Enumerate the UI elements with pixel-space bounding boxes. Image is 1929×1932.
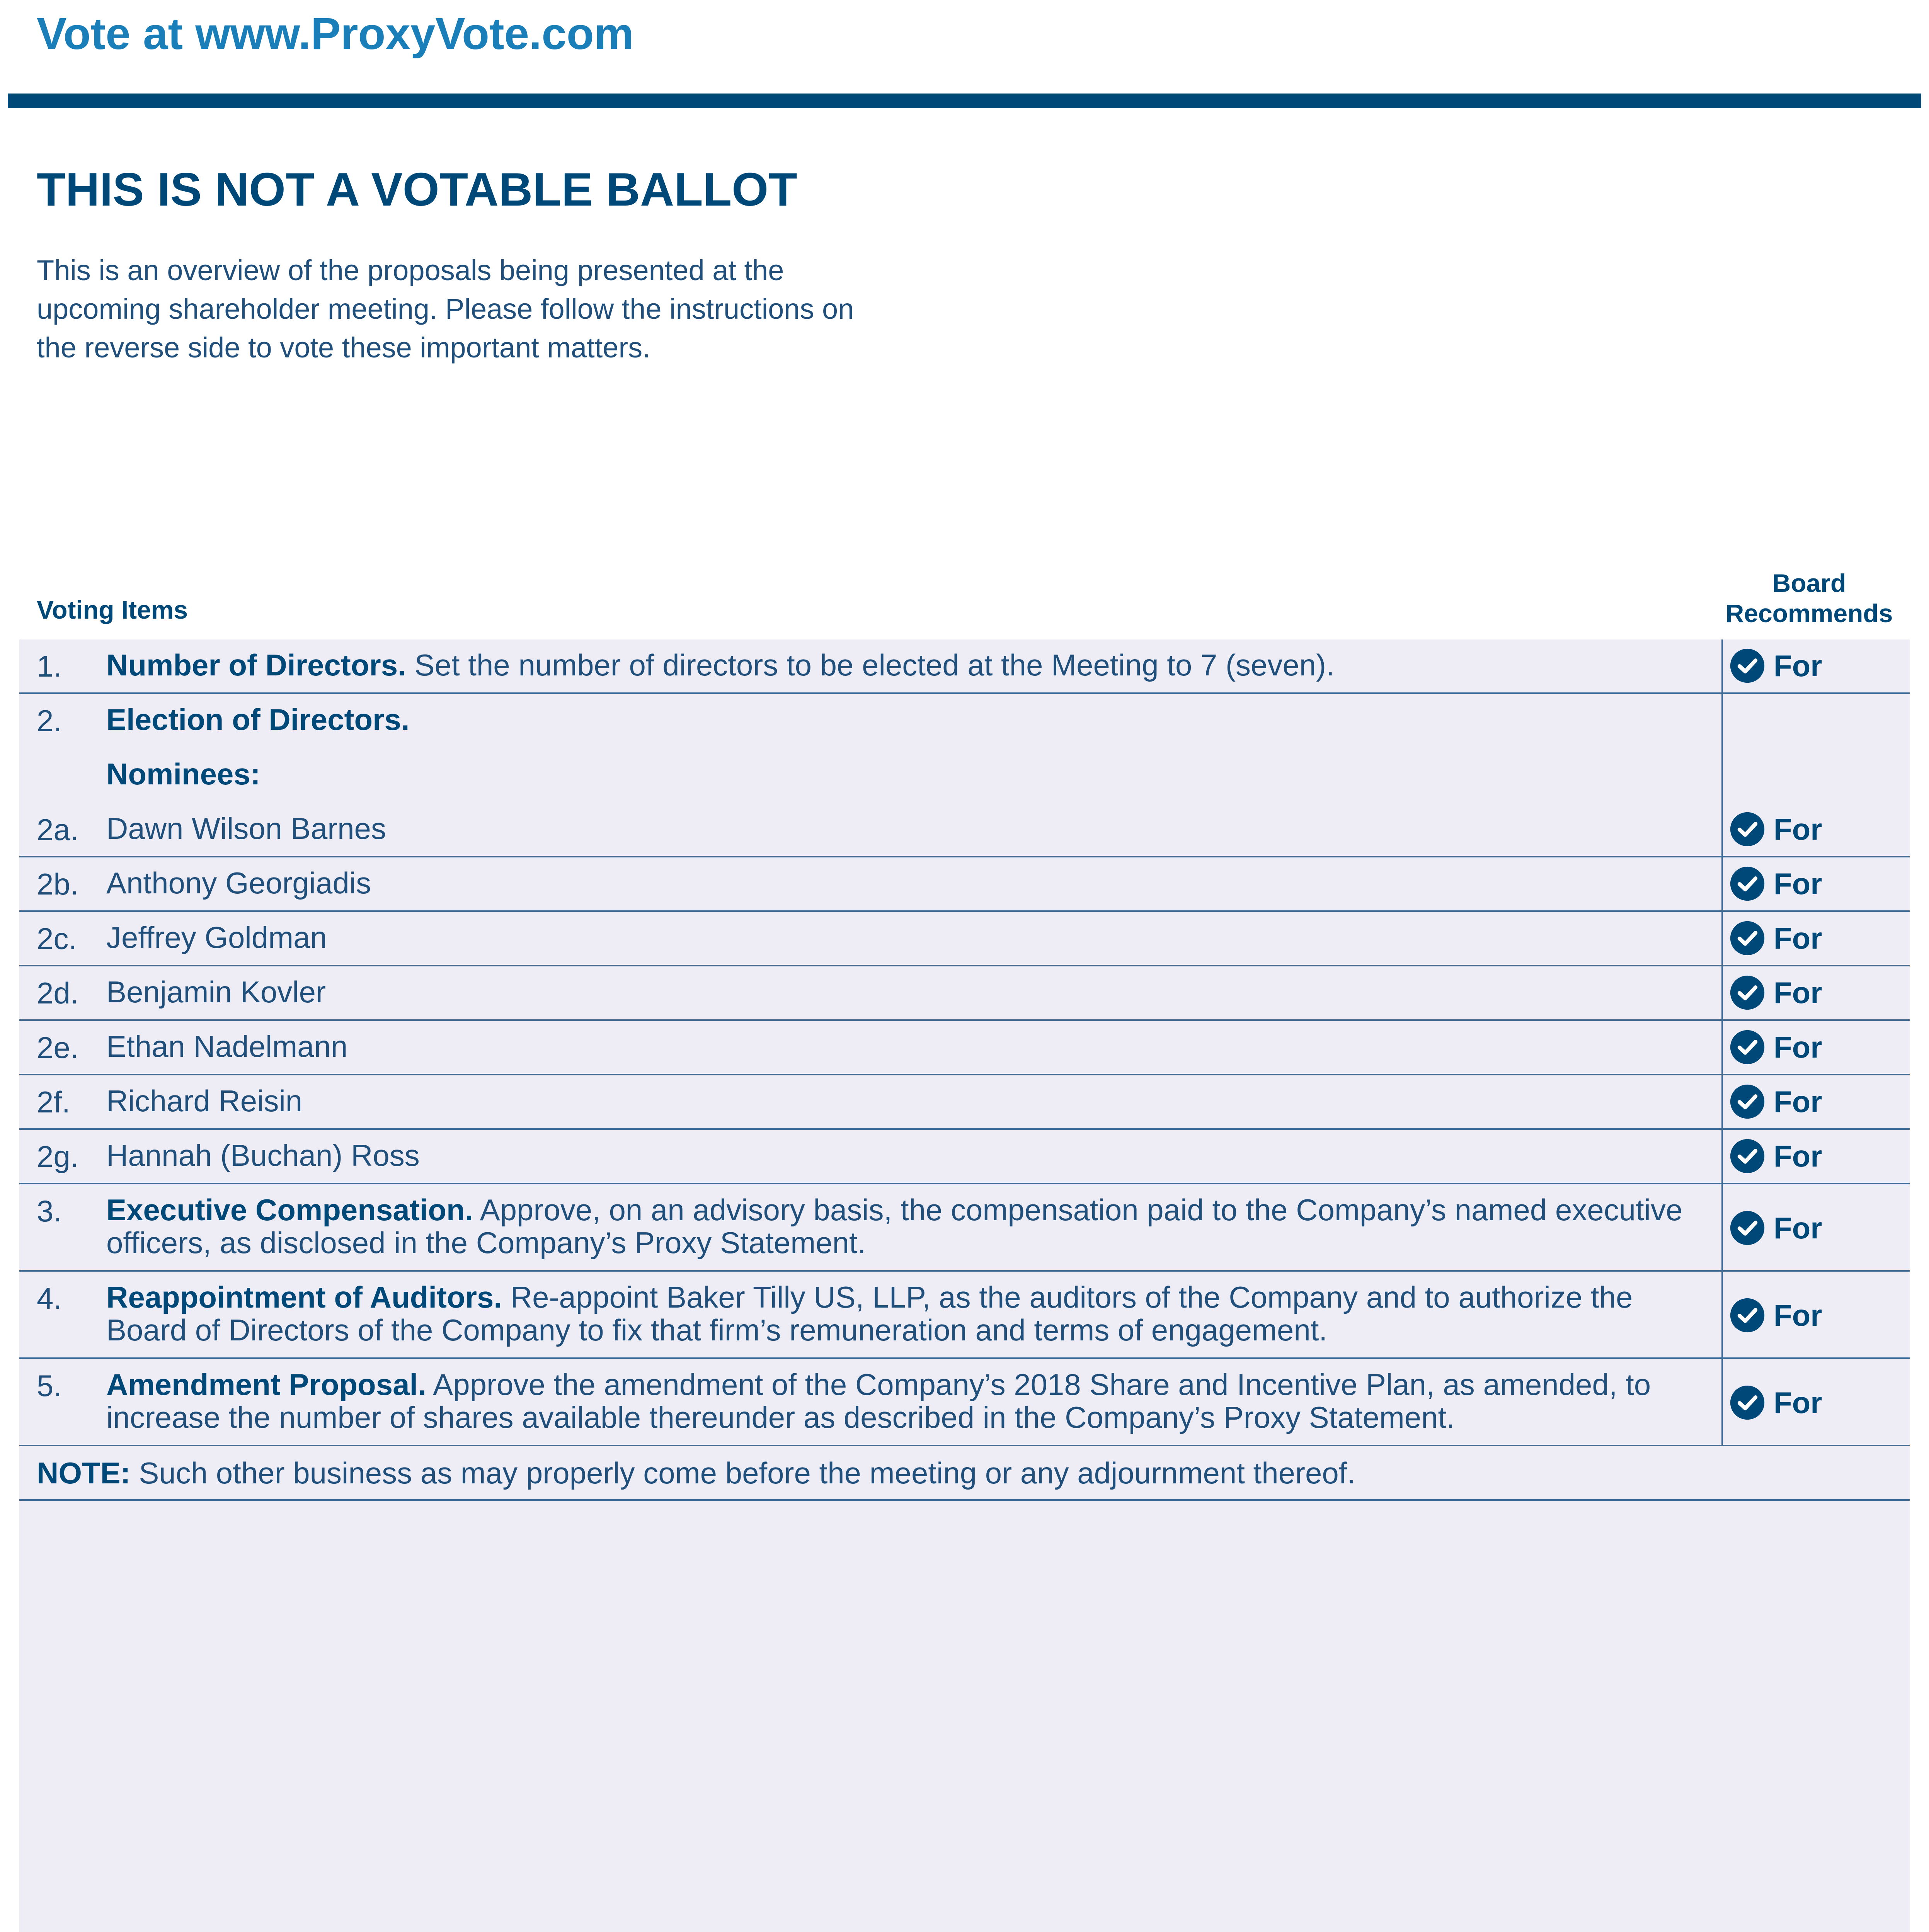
item-text: Anthony Georgiadis — [106, 866, 371, 900]
intro-line: upcoming shareholder meeting. Please follow the instructions on — [37, 293, 854, 325]
item-description: Approve, on an advisory basis, the compensation paid to the Company’s named executive officers, as disclosed in the Company’s Proxy Statement. — [106, 1193, 1683, 1260]
item-description: Re-appoint Baker Tilly US, LLP, as the auditors of the Company and to authorize the Board of Directors of the Company to fix that firm’s remuneration and terms of engagement. — [106, 1280, 1633, 1347]
check-circle-icon — [1730, 648, 1765, 684]
recommend-column-divider — [1721, 694, 1723, 857]
check-circle-icon — [1730, 975, 1765, 1010]
recommends-header-line: Recommends — [1725, 599, 1893, 628]
voting-item-row — [19, 1075, 1910, 1130]
item-label: Number of Directors. — [106, 648, 406, 682]
recommend-for — [1730, 648, 1822, 684]
recommend-for — [1730, 1084, 1822, 1119]
check-circle-icon — [1730, 1385, 1765, 1420]
recommend-column-divider — [1721, 1130, 1723, 1184]
recommend-for — [1730, 920, 1822, 956]
header-divider — [8, 94, 1921, 108]
recommend-label: For — [1774, 1298, 1822, 1332]
voting-item-row — [19, 694, 1910, 857]
check-circle-icon — [1730, 1029, 1765, 1065]
note-row — [19, 1446, 1910, 1501]
recommend-label: For — [1774, 1211, 1822, 1245]
recommend-for — [1730, 1385, 1822, 1420]
voting-items-panel — [19, 639, 1910, 1932]
check-circle-icon — [1730, 920, 1765, 956]
item-text — [106, 703, 1718, 736]
item-text — [106, 649, 1718, 682]
recommend-label: For — [1774, 1139, 1822, 1173]
item-text: Benjamin Kovler — [106, 975, 326, 1009]
item-label: Election of Directors. — [106, 702, 410, 736]
intro-paragraph — [37, 251, 964, 367]
voting-item-row — [19, 966, 1910, 1021]
recommend-column-divider — [1721, 639, 1723, 694]
recommend-for — [1730, 1298, 1822, 1333]
recommend-column-divider — [1721, 1021, 1723, 1075]
item-description: Set the number of directors to be elected at the Meeting to 7 (seven). — [406, 648, 1335, 682]
proxyvote-link[interactable]: Vote at www.ProxyVote.com — [37, 9, 634, 59]
recommend-label: For — [1774, 648, 1822, 683]
voting-item-row — [19, 1130, 1910, 1184]
voting-items-header: Voting Items — [37, 595, 188, 624]
item-text: Dawn Wilson Barnes — [106, 811, 386, 845]
item-number: 2f. — [37, 1085, 70, 1119]
note-label: NOTE: — [37, 1456, 131, 1490]
note-text — [37, 1456, 1355, 1491]
recommend-column-divider — [1721, 966, 1723, 1021]
recommend-for — [1730, 811, 1822, 847]
voting-item-row — [19, 639, 1910, 694]
item-number: 2c. — [37, 922, 77, 956]
check-circle-icon — [1730, 866, 1765, 901]
check-circle-icon — [1730, 811, 1765, 847]
item-number: 5. — [37, 1369, 62, 1403]
check-circle-icon — [1730, 1298, 1765, 1333]
item-number: 4. — [37, 1281, 62, 1315]
item-text — [106, 1368, 1718, 1434]
item-number: 2d. — [37, 976, 79, 1010]
recommend-column-divider — [1721, 1359, 1723, 1446]
item-text: Ethan Nadelmann — [106, 1029, 348, 1063]
intro-line: the reverse side to vote these important matters. — [37, 332, 650, 364]
recommend-label: For — [1774, 1030, 1822, 1064]
page-title: THIS IS NOT A VOTABLE BALLOT — [37, 163, 797, 216]
check-circle-icon — [1730, 1210, 1765, 1246]
recommend-column-divider — [1721, 1075, 1723, 1130]
item-description: Approve the amendment of the Company’s 2018 Share and Incentive Plan, as amended, to increase the number of shares available thereunder as described in the Company’s Proxy Statement. — [106, 1367, 1651, 1434]
voting-item-row — [19, 912, 1910, 966]
check-circle-icon — [1730, 1138, 1765, 1174]
voting-item-row — [19, 1359, 1910, 1446]
recommend-label: For — [1774, 866, 1822, 901]
voting-item-row — [19, 1021, 1910, 1075]
recommend-for — [1730, 1138, 1822, 1174]
item-number: 2a. — [37, 813, 79, 847]
note-description: Such other business as may properly come before the meeting or any adjournment thereof. — [130, 1456, 1356, 1490]
item-number: 1. — [37, 649, 62, 683]
item-number: 2. — [37, 704, 62, 738]
recommend-label: For — [1774, 1385, 1822, 1420]
board-header-line: Board — [1772, 569, 1846, 597]
recommend-label: For — [1774, 975, 1822, 1010]
recommend-column-divider — [1721, 912, 1723, 966]
nominees-heading — [106, 758, 1718, 791]
item-text — [106, 1281, 1718, 1347]
item-label: Amendment Proposal. — [106, 1367, 426, 1401]
item-number: 2g. — [37, 1139, 79, 1173]
recommend-column-divider — [1721, 1272, 1723, 1359]
item-number: 3. — [37, 1194, 62, 1228]
item-number: 2b. — [37, 867, 79, 901]
item-text: Hannah (Buchan) Ross — [106, 1138, 420, 1172]
recommend-column-divider — [1721, 1184, 1723, 1272]
item-text: Jeffrey Goldman — [106, 920, 327, 954]
recommend-column-divider — [1721, 857, 1723, 912]
recommend-label: For — [1774, 812, 1822, 846]
voting-item-row — [19, 1184, 1910, 1272]
recommend-for — [1730, 866, 1822, 901]
item-label: Executive Compensation. — [106, 1193, 473, 1227]
recommend-for — [1730, 975, 1822, 1010]
item-label: Reappointment of Auditors. — [106, 1280, 502, 1314]
recommend-label: For — [1774, 921, 1822, 955]
recommend-label: For — [1774, 1084, 1822, 1119]
item-number: 2e. — [37, 1031, 79, 1065]
board-recommends-header — [1709, 568, 1910, 628]
check-circle-icon — [1730, 1084, 1765, 1119]
item-text: Richard Reisin — [106, 1084, 303, 1118]
voting-item-row — [19, 1272, 1910, 1359]
recommend-for — [1730, 1029, 1822, 1065]
voting-item-row — [19, 857, 1910, 912]
recommend-for — [1730, 1210, 1822, 1246]
item-label: Nominees: — [106, 757, 260, 791]
intro-line: This is an overview of the proposals being presented at the — [37, 254, 784, 286]
item-text — [106, 1194, 1718, 1259]
